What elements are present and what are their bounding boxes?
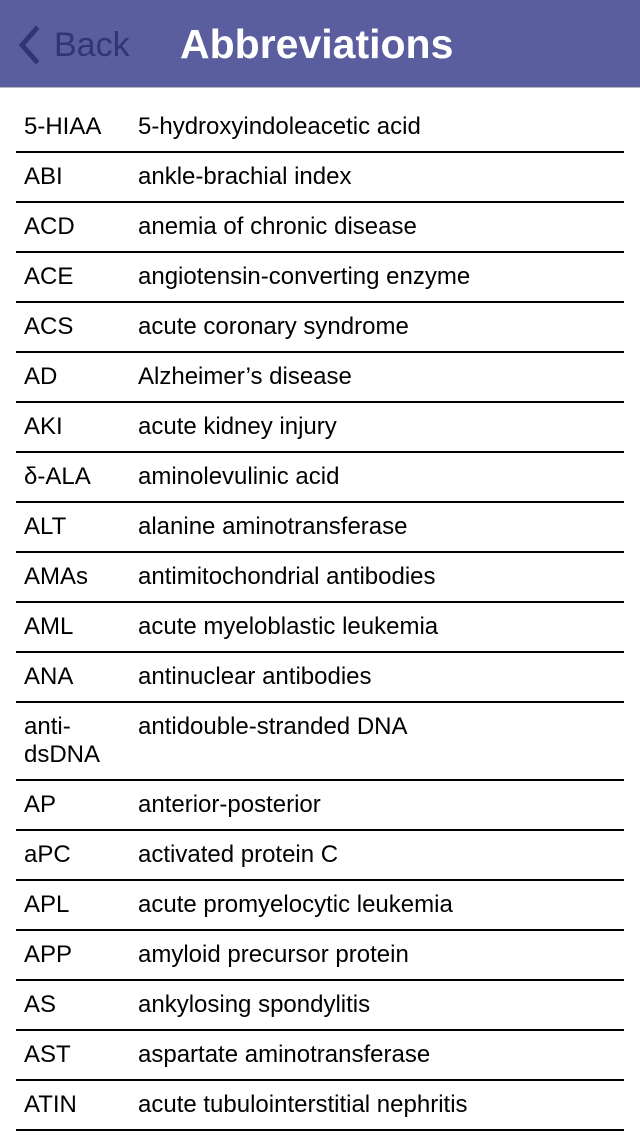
definition: alanine aminotransferase bbox=[138, 513, 408, 540]
definition: acute promyelocytic leukemia bbox=[138, 891, 453, 918]
definition: Alzheimer’s disease bbox=[138, 363, 352, 390]
definition: aminolevulinic acid bbox=[138, 463, 340, 490]
list-item bbox=[16, 553, 624, 603]
list-item bbox=[16, 89, 624, 153]
definition: activated protein C bbox=[138, 841, 339, 868]
chevron-left-icon bbox=[14, 25, 42, 65]
abbreviation: APL bbox=[24, 891, 70, 918]
abbreviation: ACE bbox=[24, 263, 74, 290]
abbreviation: AP bbox=[24, 791, 57, 818]
abbreviation: 5-HIAA bbox=[24, 113, 102, 140]
list-item bbox=[16, 153, 624, 203]
list-item bbox=[16, 403, 624, 453]
abbreviations-list[interactable] bbox=[0, 89, 640, 1131]
back-label: Back bbox=[54, 26, 130, 64]
list-item bbox=[16, 1031, 624, 1081]
definition: anemia of chronic disease bbox=[138, 213, 417, 240]
definition: 5-hydroxyindoleacetic acid bbox=[138, 113, 421, 140]
definition: amyloid precursor protein bbox=[138, 941, 409, 968]
abbreviation: ATIN bbox=[24, 1091, 77, 1118]
abbreviation: ACD bbox=[24, 213, 75, 240]
abbreviation: ALT bbox=[24, 513, 67, 540]
abbreviation: aPC bbox=[24, 841, 71, 868]
definition: acute kidney injury bbox=[138, 413, 337, 440]
list-item bbox=[16, 781, 624, 831]
list-item bbox=[16, 653, 624, 703]
definition: aspartate aminotransferase bbox=[138, 1041, 431, 1068]
definition: acute coronary syndrome bbox=[138, 313, 409, 340]
definition: acute tubulointerstitial nephritis bbox=[138, 1091, 468, 1118]
abbreviation: AD bbox=[24, 363, 58, 390]
page-title: Abbreviations bbox=[180, 21, 454, 67]
list-item bbox=[16, 353, 624, 403]
definition: ankle-brachial index bbox=[138, 163, 352, 190]
abbreviation: ACS bbox=[24, 313, 74, 340]
definition: antinuclear antibodies bbox=[138, 663, 372, 690]
definition: acute myeloblastic leukemia bbox=[138, 613, 439, 640]
abbreviation: AML bbox=[24, 613, 74, 640]
definition: angiotensin-converting enzyme bbox=[138, 263, 471, 290]
list-item bbox=[16, 831, 624, 881]
abbreviation: anti-dsDNA bbox=[24, 713, 101, 768]
abbreviation: APP bbox=[24, 941, 73, 968]
list-item bbox=[16, 303, 624, 353]
list-item bbox=[16, 253, 624, 303]
definition: antidouble-stranded DNA bbox=[138, 713, 408, 740]
abbreviation: ANA bbox=[24, 663, 74, 690]
back-button[interactable] bbox=[14, 22, 130, 68]
list-item bbox=[16, 203, 624, 253]
list-item bbox=[16, 931, 624, 981]
list-item bbox=[16, 1081, 624, 1131]
abbreviation: δ-ALA bbox=[24, 463, 91, 490]
abbreviation: AKI bbox=[24, 413, 63, 440]
list-item bbox=[16, 603, 624, 653]
abbreviation: AMAs bbox=[24, 563, 89, 590]
list-item bbox=[16, 453, 624, 503]
list-item bbox=[16, 503, 624, 553]
navigation-bar bbox=[0, 0, 640, 88]
definition: anterior-posterior bbox=[138, 791, 321, 818]
definition: ankylosing spondylitis bbox=[138, 991, 371, 1018]
abbreviation: ABI bbox=[24, 163, 63, 190]
list-item bbox=[16, 881, 624, 931]
abbreviation: AST bbox=[24, 1041, 71, 1068]
abbreviation: AS bbox=[24, 991, 57, 1018]
list-item bbox=[16, 703, 624, 781]
definition: antimitochondrial antibodies bbox=[138, 563, 436, 590]
list-item bbox=[16, 981, 624, 1031]
